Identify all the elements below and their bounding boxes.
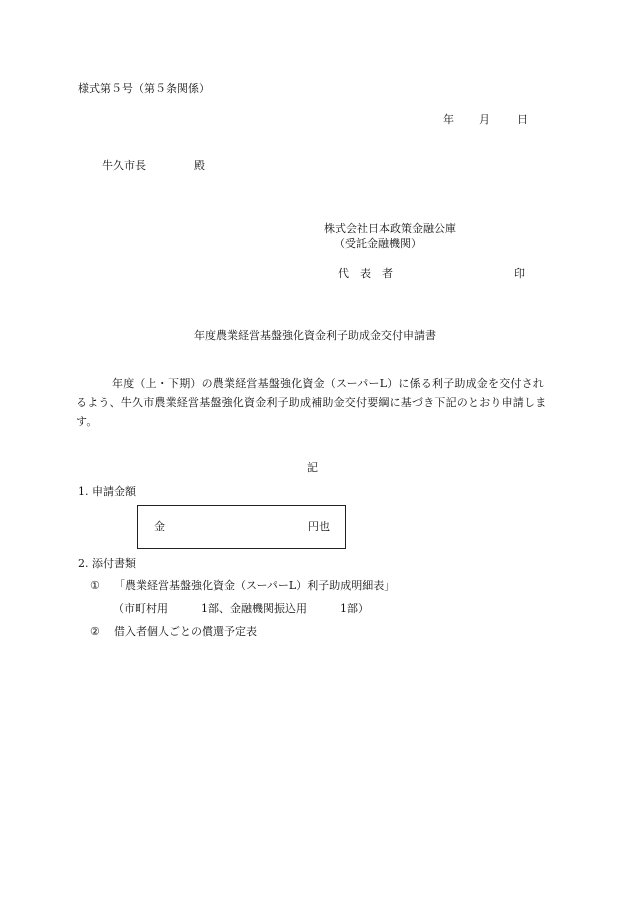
amount-box bbox=[137, 505, 346, 549]
attachment-item-1 bbox=[90, 578, 395, 594]
date-day: 日 bbox=[517, 113, 528, 126]
section-2-heading: 2. 添付書類 bbox=[78, 557, 136, 570]
item-2-marker: ② bbox=[90, 625, 100, 638]
attachment-item-2 bbox=[90, 624, 257, 640]
amount-prefix: 金 bbox=[154, 520, 165, 533]
item-1-text: 「農業経営基盤強化資金（スーパーL）利子助成明細表」 bbox=[114, 579, 396, 592]
date-line bbox=[443, 112, 528, 128]
applicant-sub-label: （受託金融機関） bbox=[334, 237, 422, 250]
item-1-marker: ① bbox=[90, 579, 100, 592]
applicant-organization: 株式会社日本政策金融公庫 bbox=[324, 222, 456, 235]
item-2-text: 借入者個人ごとの償還予定表 bbox=[114, 625, 257, 638]
document-title: 年度農業経営基盤強化資金利子助成金交付申請書 bbox=[194, 329, 436, 342]
date-year: 年 bbox=[443, 113, 454, 126]
section-1-heading: 1. 申請金額 bbox=[78, 485, 136, 498]
addressee bbox=[102, 158, 205, 174]
ki-marker: 記 bbox=[307, 461, 318, 474]
date-month: 月 bbox=[479, 113, 490, 126]
form-number: 様式第５号（第５条関係） bbox=[78, 82, 210, 95]
addressee-title: 牛久市長 bbox=[102, 159, 146, 172]
amount-suffix: 円也 bbox=[308, 520, 330, 533]
representative-label: 代 表 者 bbox=[338, 267, 393, 280]
addressee-honorific: 殿 bbox=[194, 159, 205, 172]
seal-label: 印 bbox=[514, 267, 525, 280]
application-statement: 年度（上・下期）の農業経営基盤強化資金（スーパーL）に係る利子助成金を交付されるよう、牛久市農業経営基盤強化資金利子助成補助金交付要綱に基づき下記のとおり申請します。 bbox=[76, 377, 547, 428]
attachment-item-1-detail: （市町村用 1部、金融機関振込用 1部） bbox=[113, 602, 369, 615]
